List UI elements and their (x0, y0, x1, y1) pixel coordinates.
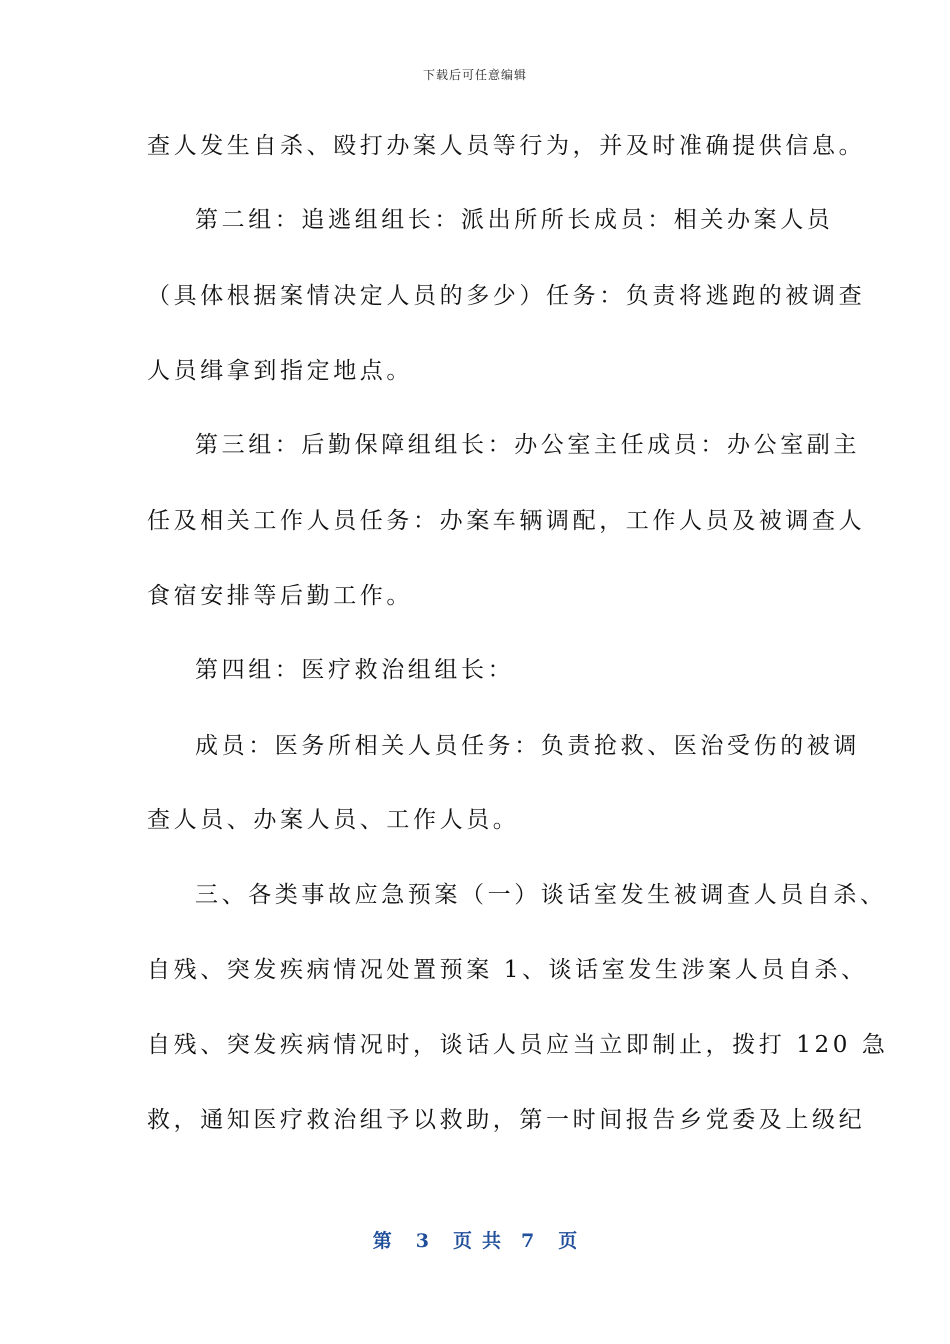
body-line: 成员：医务所相关人员任务：负责抢救、医治受伤的被调 (195, 733, 860, 759)
body-line: 食宿安排等后勤工作。 (147, 583, 413, 609)
body-line: 第四组：医疗救治组组长： (195, 657, 515, 683)
footer-suffix: 页 (558, 1230, 578, 1252)
body-line: 任及相关工作人员任务：办案车辆调配，工作人员及被调查人 (147, 508, 866, 534)
body-line: 救，通知医疗救治组予以救助，第一时间报告乡党委及上级纪 (147, 1107, 866, 1133)
body-line: 自残、突发疾病情况时，谈话人员应当立即制止，拨打 120 急 (147, 1032, 889, 1058)
body-line: 自残、突发疾病情况处置预案 1、谈话室发生涉案人员自杀、 (147, 957, 868, 983)
body-line: 人员缉拿到指定地点。 (147, 358, 413, 384)
page-header-note: 下载后可任意编辑 (422, 68, 527, 82)
footer-total-pages: 7 (521, 1230, 535, 1252)
page-footer (0, 1226, 950, 1253)
body-line: （具体根据案情决定人员的多少）任务：负责将逃跑的被调查 (147, 283, 866, 309)
footer-current-page: 3 (415, 1230, 429, 1252)
body-line: 三、各类事故应急预案（一）谈话室发生被调查人员自杀、 (195, 882, 887, 908)
footer-prefix: 第 (372, 1230, 392, 1252)
body-line: 第三组：后勤保障组组长：办公室主任成员：办公室副主 (195, 432, 860, 458)
body-line: 查人发生自杀、殴打办案人员等行为，并及时准确提供信息。 (147, 133, 866, 159)
footer-middle: 页共 (452, 1230, 511, 1252)
body-line: 第二组：追逃组组长：派出所所长成员：相关办案人员 (195, 207, 834, 233)
body-line: 查人员、办案人员、工作人员。 (147, 807, 520, 833)
